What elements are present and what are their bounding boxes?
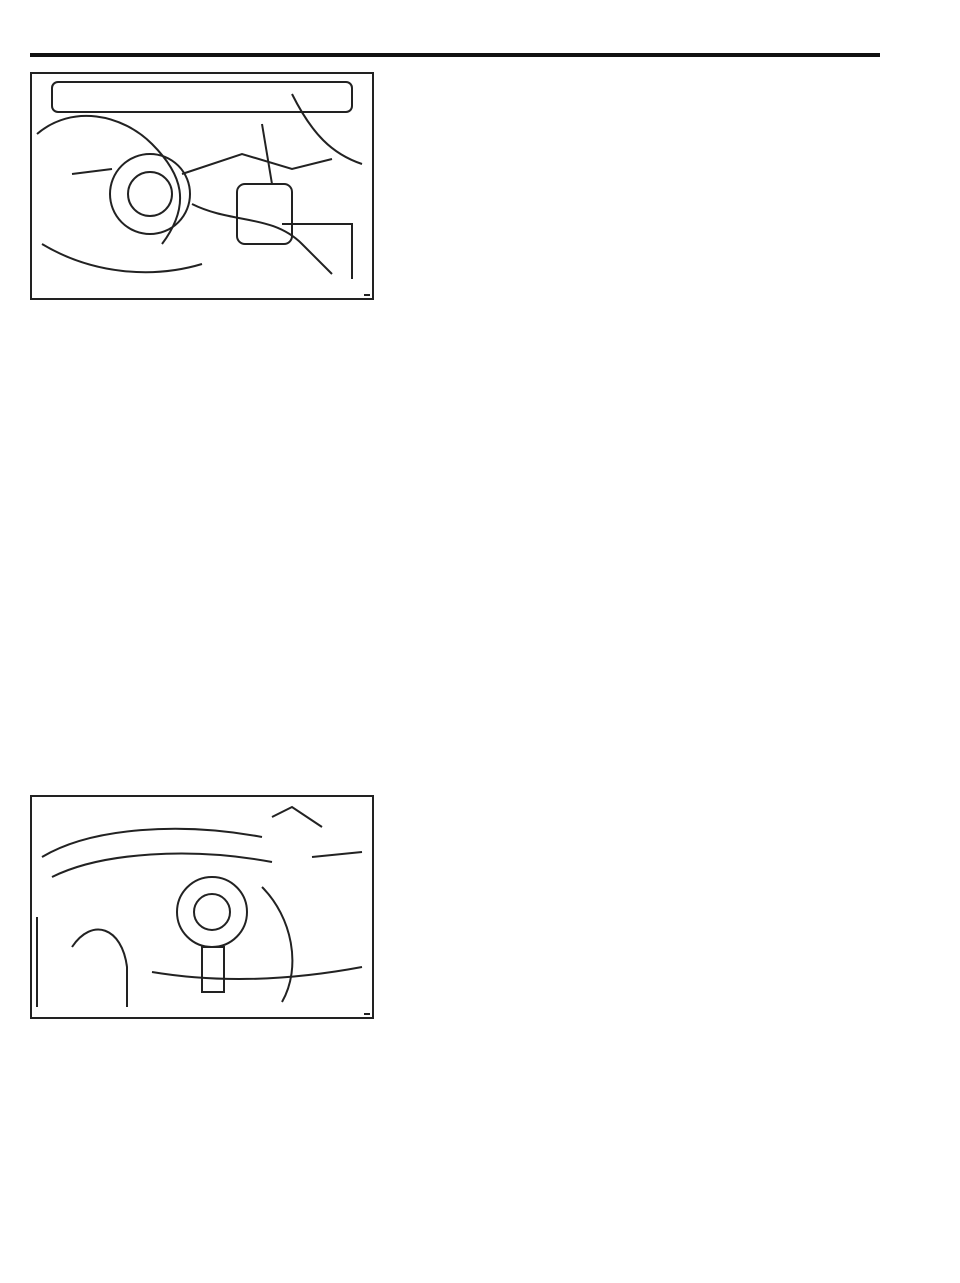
figure-ps-reservoir-illustration (30, 795, 374, 1019)
ps-reservoir-drawing (32, 797, 368, 1013)
figure-code (364, 294, 370, 296)
step-18 (385, 1063, 905, 1071)
step-17 (385, 807, 905, 811)
header-rule (30, 53, 880, 57)
page-header (30, 28, 880, 54)
egr-pipe-drawing (32, 74, 368, 294)
figure-code (364, 1013, 370, 1015)
figure-egr-pipe-illustration (30, 72, 374, 300)
